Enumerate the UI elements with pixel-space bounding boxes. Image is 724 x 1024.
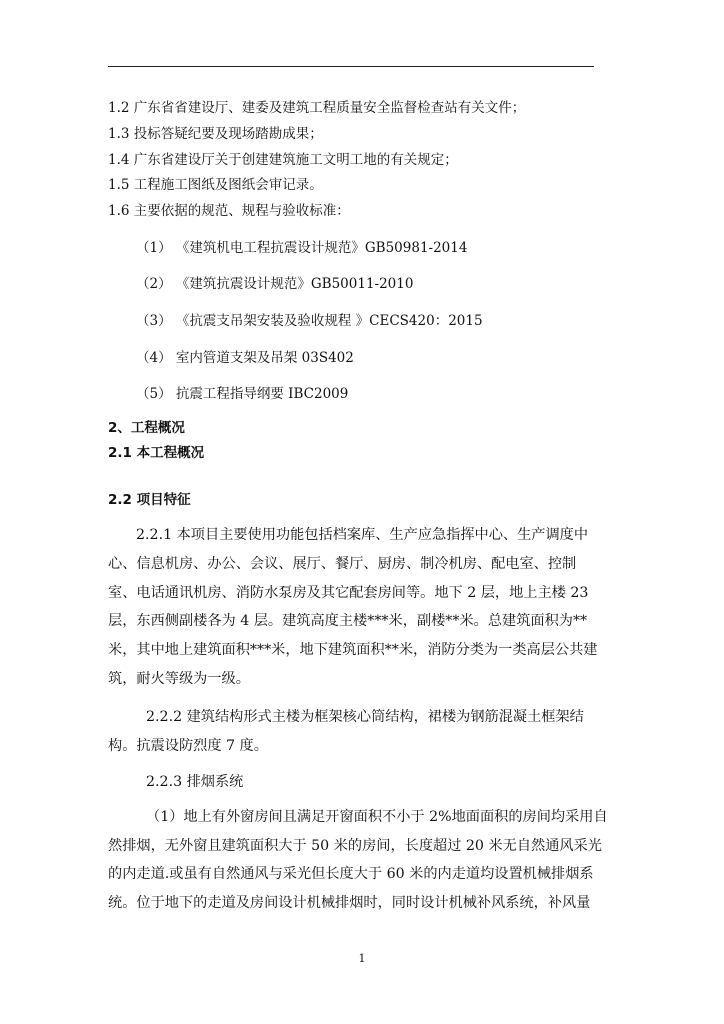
para-2-2-2-line-1: 2.2.2 建筑结构形式主楼为框架核心筒结构，裙楼为钢筋混凝土框架结 [146, 709, 584, 725]
list-item-1-2: 1.2 广东省省建设厅、建委及建筑工程质量安全监督检查站有关文件； [108, 100, 526, 116]
header-rule [108, 66, 594, 67]
list-item-1-6: 1.6 主要依据的规范、规程与验收标准： [108, 203, 350, 219]
para-2-2-1-line-1: 2.2.1 本项目主要使用功能包括档案库、生产应急指挥中心、生产调度中 [136, 527, 589, 543]
list-item-1-4: 1.4 广东省建设厅关于创建建筑施工文明工地的有关规定； [108, 152, 458, 168]
section-heading-2-1: 2.1 本工程概况 [108, 445, 205, 461]
para-2-2-1-line-5: 米，其中地上建筑面积***米，地下建筑面积**米，消防分类为一类高层公共建 [108, 642, 598, 658]
para-2-2-1-line-4: 层，东西侧副楼各为 4 层。建筑高度主楼***米，副楼**米。总建筑面积为** [108, 613, 588, 629]
para-smoke-line-3: 的内走道.或虽有自然通风与采光但长度大于 60 米的内走道均设置机械排烟系 [108, 866, 594, 882]
subsection-heading-2-2-3: 2.2.3 排烟系统 [146, 774, 244, 790]
standard-4: （4） 室内管道支架及吊架 03S402 [136, 350, 354, 366]
para-smoke-line-1: （1）地上有外窗房间且满足开窗面积不小于 2%地面面积的房间均采用自 [146, 809, 608, 825]
para-2-2-2-line-2: 构。抗震设防烈度 7 度。 [108, 738, 268, 754]
para-2-2-1-line-3: 室、电话通讯机房、消防水泵房及其它配套房间等。地下 2 层，地上主楼 23 [108, 585, 589, 601]
section-heading-2-2: 2.2 项目特征 [108, 492, 191, 508]
standard-3: （3） 《抗震支吊架安装及验收规程 》CECS420：2015 [136, 313, 483, 329]
list-item-1-5: 1.5 工程施工图纸及图纸会审记录。 [108, 177, 323, 193]
standard-5: （5） 抗震工程指导纲要 IBC2009 [136, 386, 349, 402]
para-smoke-line-2: 然排烟，无外窗且建筑面积大于 50 米的房间，长度超过 20 米无自然通风采光 [108, 838, 602, 854]
standard-2: （2） 《建筑抗震设计规范》GB50011-2010 [136, 276, 414, 292]
list-item-1-3: 1.3 投标答疑纪要及现场踏勘成果； [108, 126, 323, 142]
para-2-2-1-line-2: 心、信息机房、办公、会议、展厅、餐厅、厨房、制冷机房、配电室、控制 [108, 556, 577, 572]
page-number: 1 [358, 952, 366, 965]
standard-1: （1） 《建筑机电工程抗震设计规范》GB50981-2014 [136, 240, 468, 256]
para-smoke-line-4: 统。位于地下的走道及房间设计机械排烟时，同时设计机械补风系统，补风量 [108, 895, 591, 911]
para-2-2-1-line-6: 筑，耐火等级为一级。 [108, 671, 250, 687]
section-heading-2: 2、工程概况 [108, 420, 185, 436]
